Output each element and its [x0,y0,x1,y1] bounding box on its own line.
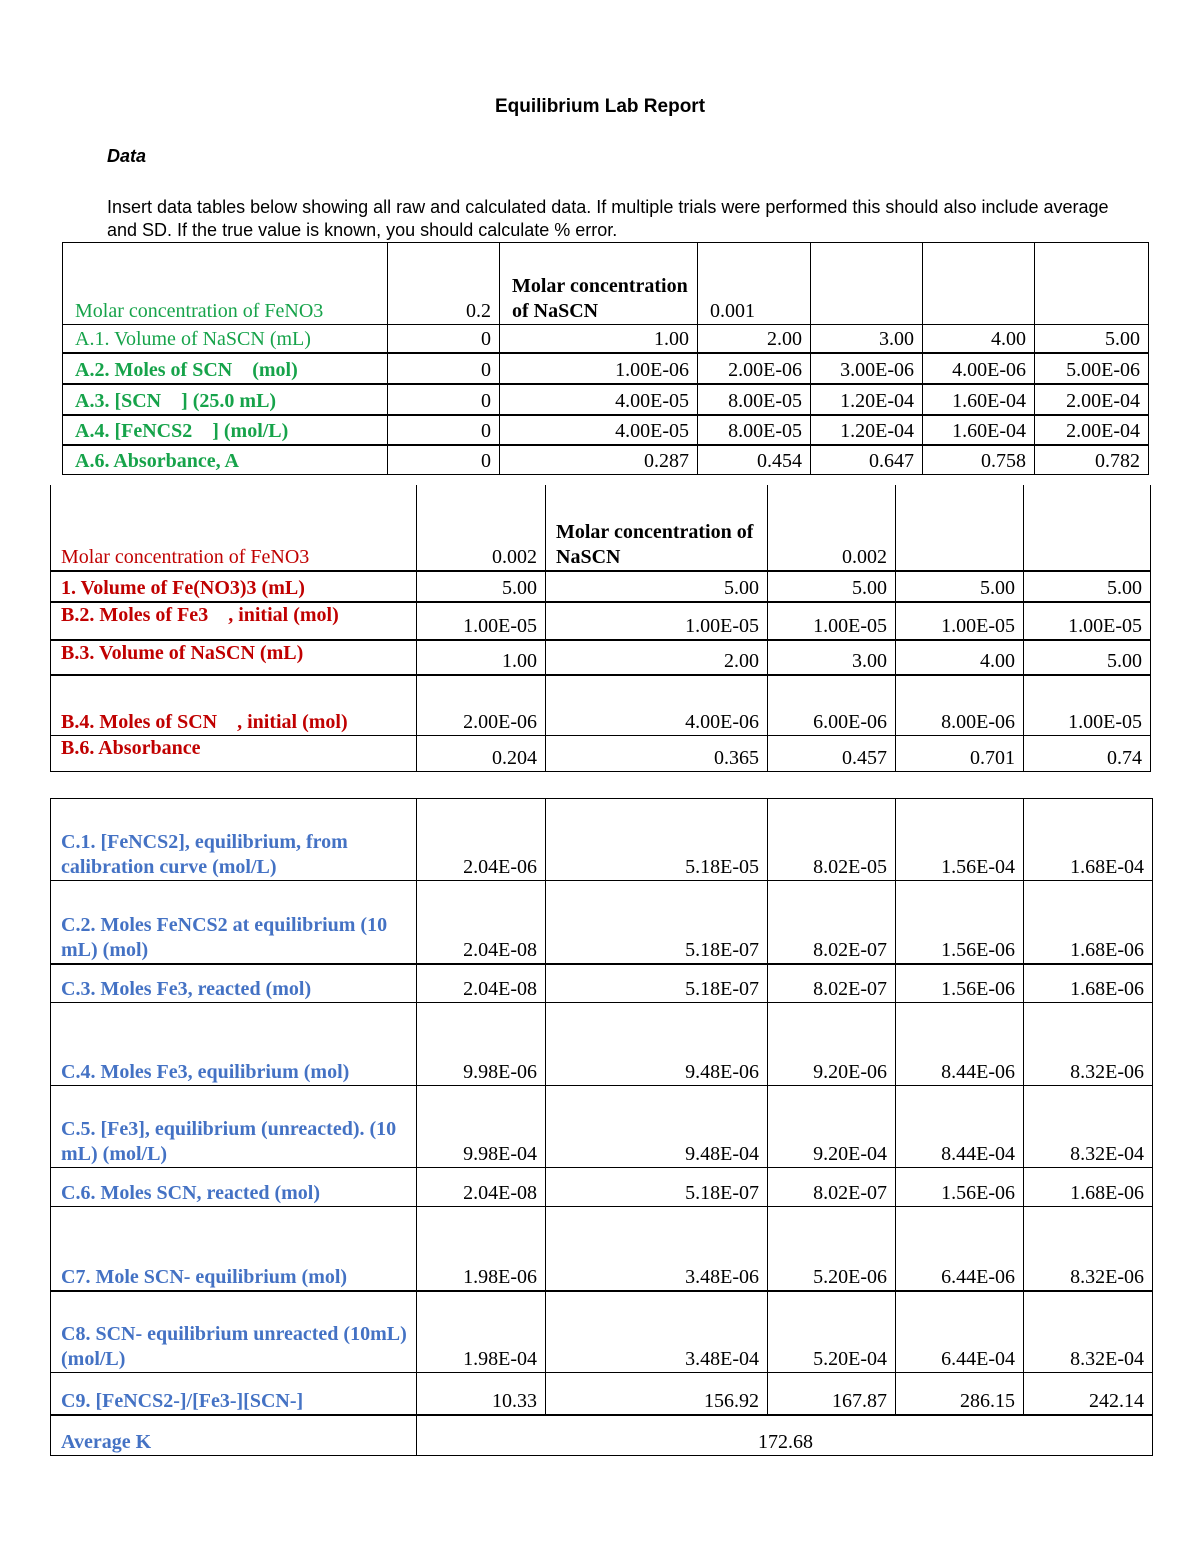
cell-value: 1.00 [417,640,546,675]
cell-value: 5.18E-07 [546,1168,768,1207]
cell-value: 5.00 [1035,325,1149,353]
table-a-nascn-concentration-label: Molar concentration of NaSCN [500,243,698,325]
instructions-text: Insert data tables below showing all raw and calculated data. If multiple trials were performed this should also include average and SD. If the true value is known, you should calculate % error. [107,197,1109,240]
cell-value: 1.68E-06 [1024,964,1153,1003]
cell-value: 8.00E-05 [698,384,811,415]
cell-value: 0.365 [546,735,768,771]
table-row [51,1207,1153,1291]
cell-value: 2.00 [546,640,768,675]
table-part-a [62,242,1149,475]
cell-value: 1.00E-05 [768,602,896,640]
table-row [63,415,1149,445]
cell-value: 2.04E-08 [417,881,546,964]
table-a-nascn-concentration-value: 0.001 [698,243,811,325]
row-label: B.3. Volume of NaSCN (mL) [51,640,417,675]
table-row [51,1168,1153,1207]
table-row [51,1373,1153,1415]
cell-value: 1.00E-05 [417,602,546,640]
row-label: A.1. Volume of NaSCN (mL) [63,325,388,353]
table-a-empty-cell [923,243,1035,325]
cell-value: 8.02E-07 [768,964,896,1003]
cell-value: 0.204 [417,735,546,771]
cell-value: 1.98E-04 [417,1291,546,1373]
row-label: C7. Mole SCN- equilibrium (mol) [51,1207,417,1291]
table-row [51,799,1153,881]
cell-value: 1.56E-06 [896,964,1024,1003]
cell-value: 0 [388,325,500,353]
cell-value: 1.68E-04 [1024,799,1153,881]
row-label: A.3. [SCN ] (25.0 mL) [63,384,388,415]
cell-value: 0.287 [500,445,698,475]
cell-value: 1.00E-05 [546,602,768,640]
table-row [63,325,1149,353]
cell-value: 1.00E-05 [1024,602,1151,640]
table-row [51,1291,1153,1373]
cell-value: 4.00E-05 [500,384,698,415]
average-k-label: Average K [51,1415,417,1456]
cell-value: 3.00E-06 [811,353,923,384]
cell-value: 4.00E-06 [546,675,768,735]
cell-value: 3.48E-04 [546,1291,768,1373]
cell-value: 5.00 [546,571,768,602]
cell-value: 0.454 [698,445,811,475]
cell-value: 8.32E-06 [1024,1207,1153,1291]
cell-value: 5.18E-07 [546,964,768,1003]
table-b-empty-cell [896,485,1024,571]
cell-value: 5.00 [768,571,896,602]
cell-value: 9.20E-06 [768,1003,896,1086]
cell-value: 1.60E-04 [923,384,1035,415]
cell-value: 6.44E-06 [896,1207,1024,1291]
cell-value: 5.18E-05 [546,799,768,881]
cell-value: 2.04E-08 [417,964,546,1003]
cell-value: 2.00E-06 [698,353,811,384]
row-label: C.5. [Fe3], equilibrium (unreacted). (10 mL) (mol/L) [51,1086,417,1168]
table-row [51,735,1151,771]
table-a-fe-concentration-label: Molar concentration of FeNO3 [63,243,388,325]
cell-value: 8.02E-07 [768,1168,896,1207]
table-row [63,445,1149,475]
cell-value: 2.00 [698,325,811,353]
table-row [51,1086,1153,1168]
table-b-header-row [51,485,1151,571]
cell-value: 5.00 [1024,640,1151,675]
row-label: A.6. Absorbance, A [63,445,388,475]
cell-value: 0.647 [811,445,923,475]
cell-value: 5.18E-07 [546,881,768,964]
row-label: A.2. Moles of SCN (mol) [63,353,388,384]
table-a-header-row [63,243,1149,325]
row-label: C.6. Moles SCN, reacted (mol) [51,1168,417,1207]
cell-value: 0.782 [1035,445,1149,475]
cell-value: 8.32E-04 [1024,1291,1153,1373]
cell-value: 8.32E-06 [1024,1003,1153,1086]
cell-value: 4.00 [896,640,1024,675]
table-b-fe-concentration-value: 0.002 [417,485,546,571]
table-a-fe-concentration-value: 0.2 [388,243,500,325]
cell-value: 1.56E-04 [896,799,1024,881]
cell-value: 8.02E-05 [768,799,896,881]
section-heading-data: Data [107,146,147,166]
cell-value: 0.701 [896,735,1024,771]
document-title: Equilibrium Lab Report [494,96,706,117]
row-label: C.3. Moles Fe3, reacted (mol) [51,964,417,1003]
cell-value: 2.00E-04 [1035,384,1149,415]
row-label: C.1. [FeNCS2], equilibrium, from calibration curve (mol/L) [51,799,417,881]
cell-value: 6.44E-04 [896,1291,1024,1373]
row-label: 1. Volume of Fe(NO3)3 (mL) [51,571,417,602]
cell-value: 156.92 [546,1373,768,1415]
cell-value: 1.00E-06 [500,353,698,384]
row-label: B.4. Moles of SCN , initial (mol) [51,675,417,735]
row-label: C.2. Moles FeNCS2 at equilibrium (10 mL) (mol) [51,881,417,964]
cell-value: 1.60E-04 [923,415,1035,445]
cell-value: 0.457 [768,735,896,771]
cell-value: 5.00 [896,571,1024,602]
table-b-nascn-concentration-label: Molar concentration of NaSCN [546,485,768,571]
cell-value: 286.15 [896,1373,1024,1415]
row-label: B.6. Absorbance [51,735,417,771]
cell-value: 242.14 [1024,1373,1153,1415]
table-row [51,1003,1153,1086]
table-row [51,571,1151,602]
cell-value: 5.00 [417,571,546,602]
average-k-value: 172.68 [417,1415,1153,1456]
cell-value: 0.758 [923,445,1035,475]
cell-value: 1.00E-05 [1024,675,1151,735]
row-label: A.4. [FeNCS2 ] (mol/L) [63,415,388,445]
cell-value: 2.00E-04 [1035,415,1149,445]
table-row [51,675,1151,735]
cell-value: 0 [388,353,500,384]
table-row [51,881,1153,964]
cell-value: 1.56E-06 [896,881,1024,964]
cell-value: 8.02E-07 [768,881,896,964]
cell-value: 6.00E-06 [768,675,896,735]
row-label: C9. [FeNCS2-]/[Fe3-][SCN-] [51,1373,417,1415]
cell-value: 1.98E-06 [417,1207,546,1291]
cell-value: 9.98E-06 [417,1003,546,1086]
cell-value: 2.00E-06 [417,675,546,735]
cell-value: 1.00 [500,325,698,353]
cell-value: 5.00E-06 [1035,353,1149,384]
cell-value: 4.00 [923,325,1035,353]
row-label: C8. SCN- equilibrium unreacted (10mL) (mol/L) [51,1291,417,1373]
cell-value: 9.48E-04 [546,1086,768,1168]
cell-value: 0 [388,445,500,475]
cell-value: 167.87 [768,1373,896,1415]
table-row [51,964,1153,1003]
cell-value: 4.00E-06 [923,353,1035,384]
cell-value: 10.33 [417,1373,546,1415]
table-row [63,353,1149,384]
cell-value: 2.04E-08 [417,1168,546,1207]
row-label: C.4. Moles Fe3, equilibrium (mol) [51,1003,417,1086]
table-row [63,384,1149,415]
row-label: B.2. Moles of Fe3 , initial (mol) [51,602,417,640]
cell-value: 0 [388,415,500,445]
cell-value: 1.68E-06 [1024,881,1153,964]
cell-value: 8.00E-06 [896,675,1024,735]
average-k-row [51,1415,1153,1456]
cell-value: 8.00E-05 [698,415,811,445]
cell-value: 9.98E-04 [417,1086,546,1168]
table-b-fe-concentration-label: Molar concentration of FeNO3 [51,485,417,571]
table-row [51,640,1151,675]
cell-value: 5.20E-06 [768,1207,896,1291]
table-part-b [50,485,1151,772]
cell-value: 1.20E-04 [811,415,923,445]
table-b-empty-cell [1024,485,1151,571]
cell-value: 3.48E-06 [546,1207,768,1291]
cell-value: 4.00E-05 [500,415,698,445]
cell-value: 8.44E-06 [896,1003,1024,1086]
table-part-c [50,798,1153,1456]
cell-value: 2.04E-06 [417,799,546,881]
cell-value: 8.32E-04 [1024,1086,1153,1168]
cell-value: 9.20E-04 [768,1086,896,1168]
cell-value: 0.74 [1024,735,1151,771]
cell-value: 3.00 [768,640,896,675]
table-a-empty-cell [1035,243,1149,325]
cell-value: 1.20E-04 [811,384,923,415]
cell-value: 1.56E-06 [896,1168,1024,1207]
cell-value: 1.68E-06 [1024,1168,1153,1207]
cell-value: 3.00 [811,325,923,353]
cell-value: 1.00E-05 [896,602,1024,640]
table-a-empty-cell [811,243,923,325]
cell-value: 9.48E-06 [546,1003,768,1086]
cell-value: 8.44E-04 [896,1086,1024,1168]
table-row [51,602,1151,640]
cell-value: 0 [388,384,500,415]
table-b-nascn-concentration-value: 0.002 [768,485,896,571]
cell-value: 5.00 [1024,571,1151,602]
cell-value: 5.20E-04 [768,1291,896,1373]
